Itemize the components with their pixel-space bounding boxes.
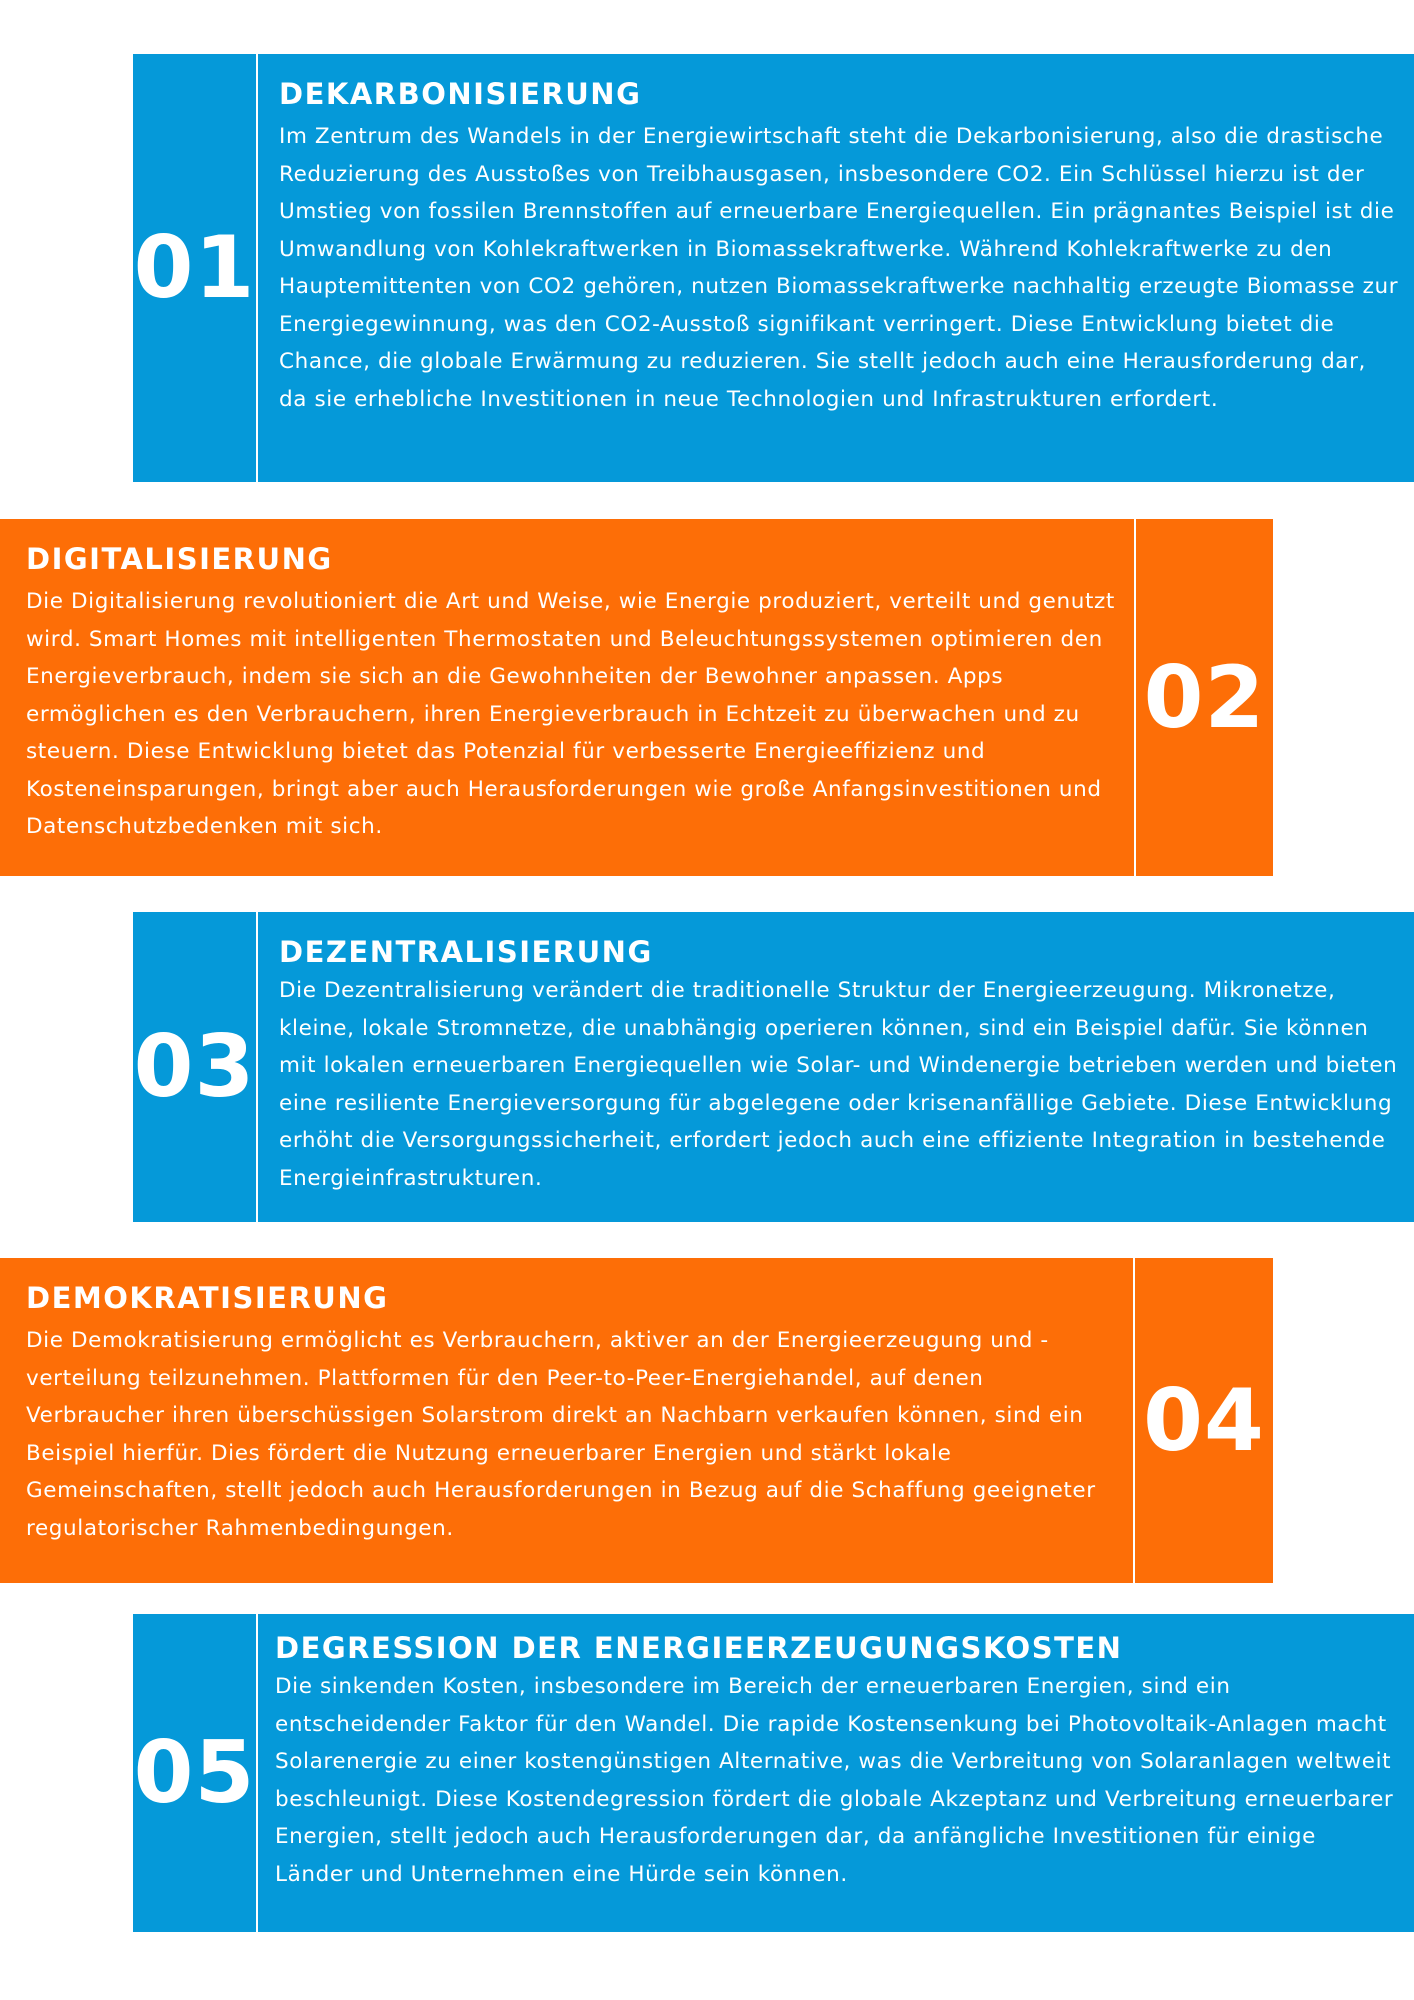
section-text: Die Demokratisierung ermöglicht es Verbrauchern, aktiver an der Energieerzeugung und -verteilung teilzunehmen. Plattformen für den Peer-to-Peer-Energiehandel, auf denen Verbraucher ihren überschüssigen Solarstrom direkt an Nachbarn verkaufen können, sind ein Beispiel hierfür. Dies fördert die Nutzung erneuerbarer Energien und stärkt lokale Gemeinschaften, stellt jedoch auch Herausforderungen in Bezug auf die Schaffung geeigneter regulatorischer Rahmenbedingungen. [26,1328,1096,1541]
section-card-degression [133,1614,1414,1932]
section-number: 04 [1143,1370,1265,1471]
section-number: 03 [133,1017,256,1117]
divider [256,912,258,1222]
section-content [279,932,1399,1197]
section-card-dezentralisierung [133,912,1414,1222]
section-title: DIGITALISIERUNG [26,542,333,576]
divider [256,54,258,482]
divider [256,1614,258,1932]
section-card-digitalisierung [0,519,1273,876]
section-content [26,1278,1116,1547]
section-card-demokratisierung [0,1258,1273,1583]
section-title: DEKARBONISIERUNG [279,77,642,111]
section-content [26,539,1116,846]
section-text: Im Zentrum des Wandels in der Energiewirtschaft steht die Dekarbonisierung, also die drastische Reduzierung des Ausstoßes von Treibhausgasen, insbesondere CO2. Ein Schlüssel hierzu ist der Umstieg von fossilen Brennstoffen auf erneuerbare Energiequellen. Ein prägnantes Beispiel ist die Umwandlung von Kohlekraftwerken in Biomassekraftwerke. Während Kohlekraftwerke zu den Hauptemittenten von CO2 gehören, nutzen Biomassekraftwerke nachhaltig erzeugte Biomasse zur Energiegewinnung, was den CO2-Ausstoß signifikant verringert. Diese Entwicklung bietet die Chance, die globale Erwärmung zu reduzieren. Sie stellt jedoch auch eine Herausforderung dar, da sie erhebliche Investitionen in neue Technologien und Infrastrukturen erfordert. [279,124,1399,412]
section-title: DEGRESSION DER ENERGIEERZEUGUNGSKOSTEN [275,1631,1123,1665]
section-number: 01 [133,218,256,318]
section-text: Die sinkenden Kosten, insbesondere im Bereich der erneuerbaren Energien, sind ein entscheidender Faktor für den Wandel. Die rapide Kostensenkung bei Photovoltaik-Anlagen macht Solarenergie zu einer kostengünstigen Alternative, was die Verbreitung von Solaranlagen weltweit beschleunigt. Diese Kostendegression fördert die globale Akzeptanz und Verbreitung erneuerbarer Energien, stellt jedoch auch Herausforderungen dar, da anfängliche Investitionen für einige Länder und Unternehmen eine Hürde sein können. [275,1674,1394,1887]
section-text: Die Digitalisierung revolutioniert die Art und Weise, wie Energie produziert, verteilt und genutzt wird. Smart Homes mit intelligenten Thermostaten und Beleuchtungssystemen optimieren den Energieverbrauch, indem sie sich an die Gewohnheiten der Bewohner anpassen. Apps ermöglichen es den Verbrauchern, ihren Energieverbrauch in Echtzeit zu überwachen und zu steuern. Diese Entwicklung bietet das Potenzial für verbesserte Energieeffizienz und Kosteneinsparungen, bringt aber auch Herausforderungen wie große Anfangsinvestitionen und Datenschutzbedenken mit sich. [26,589,1115,839]
section-title: DEMOKRATISIERUNG [26,1281,389,1315]
section-card-dekarbonisierung [133,54,1414,482]
section-content [275,1628,1400,1893]
section-number: 02 [1143,647,1266,748]
section-number: 05 [133,1723,256,1823]
section-text: Die Dezentralisierung verändert die traditionelle Struktur der Energieerzeugung. Mikronetze, kleine, lokale Stromnetze, die unabhängig operieren können, sind ein Beispiel dafür. Sie können mit lokalen erneuerbaren Energiequellen wie Solar- und Windenergie betrieben werden und bieten eine resiliente Energieversorgung für abgelegene oder krisenanfällige Gebiete. Diese Entwicklung erhöht die Versorgungssicherheit, erfordert jedoch auch eine effiziente Integration in bestehende Energieinfrastrukturen. [279,978,1398,1191]
section-content [279,74,1399,418]
section-title: DEZENTRALISIERUNG [279,935,653,969]
